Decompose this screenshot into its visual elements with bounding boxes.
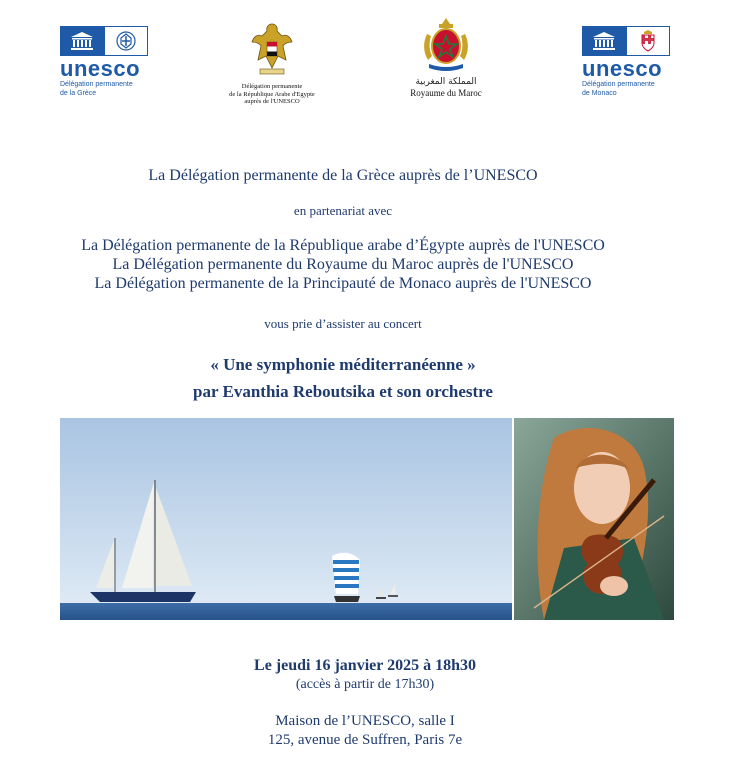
event-venue: Maison de l’UNESCO, salle I [275,713,455,729]
unesco-wordmark: unesco [582,56,663,81]
unesco-monaco-logo [582,26,670,98]
egypt-caption: auprès de l'UNESCO [244,98,300,105]
greece-emblem-icon [115,30,137,52]
logo-subtitle: de Monaco [582,90,617,97]
unesco-temple-icon [591,31,617,51]
unesco-wordmark: unesco [60,56,141,81]
monaco-crest-icon [637,29,659,53]
host-delegation: La Délégation permanente de la Grèce auprès de l’UNESCO [148,167,538,184]
concert-title: « Une symphonie méditerranéenne » [210,355,476,374]
event-date: Le jeudi 16 janvier 2025 à 18h30 [254,657,476,674]
logo-subtitle: Délégation permanente [60,81,133,88]
performer-line: par Evanthia Reboutsika et son orchestre [193,382,493,401]
unesco-temple-icon [69,31,95,51]
event-address: 125, avenue de Suffren, Paris 7e [267,732,463,748]
egypt-caption: de la République Arabe d'Egypte [229,90,315,98]
partner-line: La Délégation permanente du Royaume du Maroc auprès de l'UNESCO [112,256,574,273]
event-access-time: (accès à partir de 17h30) [295,677,435,692]
unesco-greece-logo [60,26,148,98]
logo-subtitle: de la Grèce [60,90,97,97]
partner-line: La Délégation permanente de la Principauté de Monaco auprès de l'UNESCO [94,275,592,292]
morocco-coat-of-arms-icon [419,16,473,72]
maroc-caption-arabic: المملكة المغربية [415,77,477,87]
egypt-eagle-icon [250,20,294,78]
violinist-photo [514,418,674,620]
sailing-ships-photo [60,418,512,620]
partnership-text: en partenariat avec [293,203,393,218]
maroc-logo [396,16,496,99]
invitation-request: vous prie d’assister au concert [264,316,422,331]
partner-line: La Délégation permanente de la République arabe d’Égypte auprès de l'UNESCO [81,237,605,254]
maroc-caption-french: Royaume du Maroc [410,88,482,98]
egypt-caption: Délégation permanente [241,83,303,90]
egypt-delegation-logo [212,20,332,106]
logo-subtitle: Délégation permanente [582,81,655,88]
